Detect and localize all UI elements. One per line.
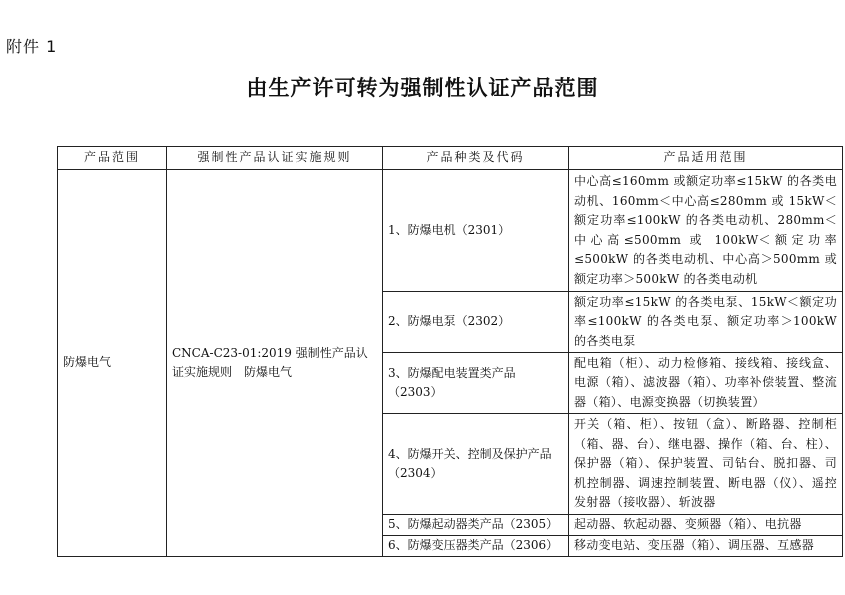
product-type-cell: 3、防爆配电装置类产品（2303） — [383, 353, 569, 414]
header-product-range: 产品范围 — [58, 147, 167, 170]
table-header-row — [58, 147, 843, 170]
product-type-cell: 1、防爆电机（2301） — [383, 170, 569, 292]
certification-rule-cell: CNCA-C23-01:2019 强制性产品认证实施规则 防爆电气 — [167, 170, 383, 557]
product-type-cell: 6、防爆变压器类产品（2306） — [383, 536, 569, 557]
product-type-cell: 5、防爆起动器类产品（2305） — [383, 515, 569, 536]
applicable-scope-cell: 开关（箱、柜）、按钮（盒）、断路器、控制柜（箱、器、台）、继电器、操作（箱、台、柱）、保护器（箱）、保护装置、司钻台、脱扣器、司机控制器、调速控制装置、断电器（仪）、遥控发射器（接收器）、斩波器 — [569, 414, 843, 515]
attachment-label: 附件 1 — [6, 37, 58, 56]
header-product-type-code: 产品种类及代码 — [383, 147, 569, 170]
header-certification-rule: 强制性产品认证实施规则 — [167, 147, 383, 170]
applicable-scope-cell: 额定功率≤15kW 的各类电泵、15kW＜额定功率≤100kW 的各类电泵、额定功率＞100kW 的各类电泵 — [569, 292, 843, 353]
applicable-scope-cell: 移动变电站、变压器（箱）、调压器、互感器 — [569, 536, 843, 557]
product-scope-table — [57, 146, 843, 557]
header-applicable-scope: 产品适用范围 — [569, 147, 843, 170]
table-row — [58, 170, 843, 292]
applicable-scope-cell: 中心高≤160mm 或额定功率≤15kW 的各类电动机、160mm＜中心高≤280mm 或 15kW＜额定功率≤100kW 的各类电动机、280mm＜中心高≤500mm 或 100kW＜额定功率≤500kW 的各类电动机、中心高＞500mm 或额定功率＞500kW 的各类电动机 — [569, 170, 843, 292]
applicable-scope-cell: 起动器、软起动器、变频器（箱）、电抗器 — [569, 515, 843, 536]
product-type-cell: 2、防爆电泵（2302） — [383, 292, 569, 353]
product-range-cell: 防爆电气 — [58, 170, 167, 557]
applicable-scope-cell: 配电箱（柜）、动力检修箱、接线箱、接线盒、电源（箱）、滤波器（箱）、功率补偿装置、整流器（箱）、电源变换器（切换装置） — [569, 353, 843, 414]
document-title: 由生产许可转为强制性认证产品范围 — [246, 76, 599, 100]
product-type-cell: 4、防爆开关、控制及保护产品（2304） — [383, 414, 569, 515]
